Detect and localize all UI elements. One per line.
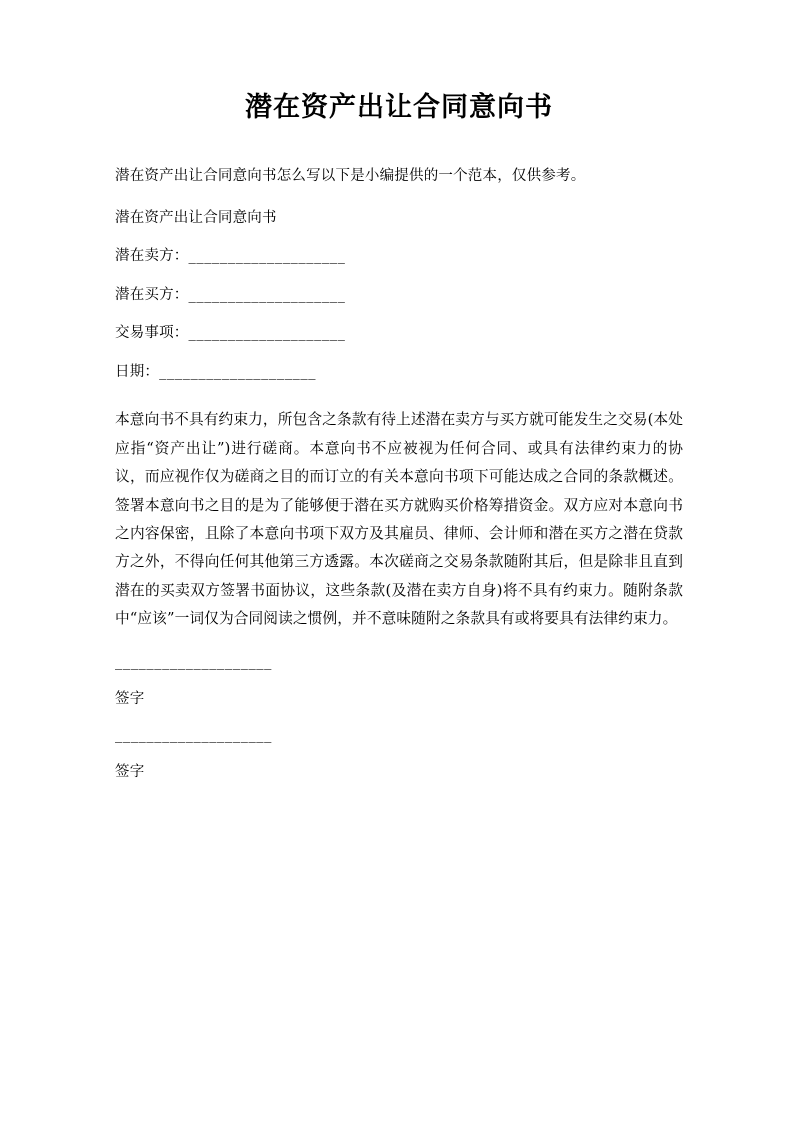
field-label-transaction: 交易事项： bbox=[115, 325, 189, 342]
signature-line-1[interactable]: ____________________ bbox=[115, 653, 272, 670]
field-label-date: 日期： bbox=[115, 363, 160, 380]
field-blank-transaction[interactable]: ____________________ bbox=[188, 325, 346, 342]
field-label-seller: 潜在卖方： bbox=[115, 248, 189, 265]
field-blank-buyer[interactable]: ____________________ bbox=[188, 286, 346, 303]
intro-paragraph: 潜在资产出让合同意向书怎么写以下是小编提供的一个范本，仅供参考。 bbox=[115, 168, 586, 185]
field-row-buyer bbox=[115, 288, 683, 303]
form-fields bbox=[115, 225, 683, 379]
field-blank-date[interactable]: ____________________ bbox=[159, 363, 317, 380]
document-content bbox=[115, 0, 683, 780]
signature-label-1: 签字 bbox=[115, 691, 145, 708]
page-title: 潜在资产出让合同意向书 bbox=[245, 92, 553, 123]
signature-group-1 bbox=[115, 655, 683, 707]
field-label-buyer: 潜在买方： bbox=[115, 286, 189, 303]
body-paragraph: 本意向书不具有约束力，所包含之条款有待上述潜在卖方与买方就可能发生之交易(本处应指“资产出让”)进行磋商。本意向书不应被视为任何合同、或具有法律约束力的协议，而应视作仅为磋商之目的而订立的有关本意向书项下可能达成之合同的条款概述。签署本意向书之目的是为了能够便于潜在买方就购买价格筹措资金。双方应对本意向书之内容保密，且除了本意向书项下双方及其雇员、律师、会计师和潜在买方之潜在贷款方之外，不得向任何其他第三方透露。本次磋商之交易条款随附其后，但是除非且直到潜在的买卖双方签署书面协议，这些条款(及潜在卖方自身)将不具有约束力。随附条款中“应该”一词仅为合同阅读之惯例，并不意味随附之条款具有或将要具有法律约束力。 bbox=[115, 411, 683, 628]
signature-line-2[interactable]: ____________________ bbox=[115, 726, 272, 743]
document-subtitle: 潜在资产出让合同意向书 bbox=[115, 209, 277, 226]
signature-label-2: 签字 bbox=[115, 764, 145, 781]
signature-group-2 bbox=[115, 728, 683, 780]
field-row-date bbox=[115, 365, 683, 380]
signature-block bbox=[115, 634, 683, 780]
field-row-transaction bbox=[115, 326, 683, 341]
field-blank-seller[interactable]: ____________________ bbox=[188, 248, 346, 265]
field-row-seller bbox=[115, 249, 683, 264]
